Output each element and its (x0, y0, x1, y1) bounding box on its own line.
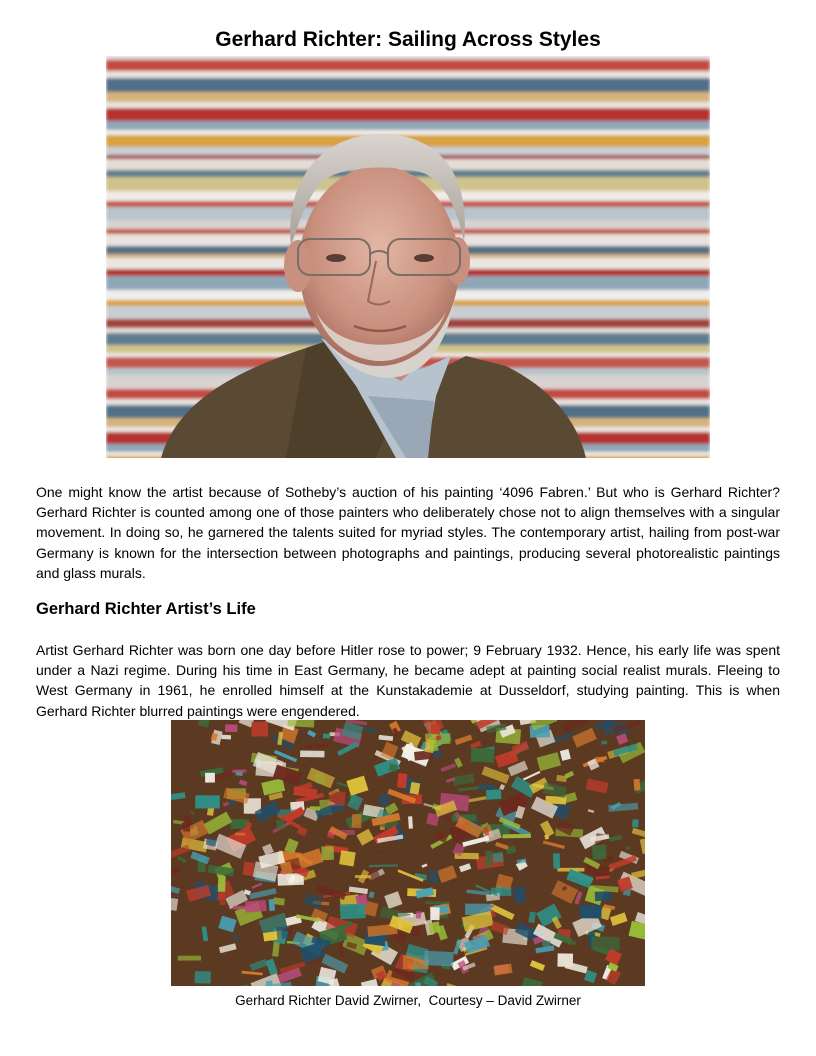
intro-paragraph: One might know the artist because of Sotheby’s auction of his painting ‘4096 Fabren.’ But who is Gerhard Richter? Gerhard Richter is counted among one of those painters who deliberately chose not to align themselves with a singular movement. In doing so, he garnered the talents suited for myriad styles. The contemporary artist, hailing from post-war Germany is known for the intersection between photographs and paintings, producing several photorealistic paintings and glass murals. (36, 484, 780, 581)
abstract-painting-image (171, 720, 645, 986)
image-caption: Gerhard Richter David Zwirner, Courtesy – David Zwirner (235, 993, 581, 1008)
life-paragraph: Artist Gerhard Richter was born one day before Hitler rose to power; 9 February 1932. Hence, his early life was spent under a Nazi regime. During his time in East Germany, he became adept at painting social realist murals. Fleeing to West Germany in 1961, he enrolled himself at the Kunstakademie at Dusseldorf, studying painting. This is when Gerhard Richter blurred paintings were engendered. (36, 642, 780, 719)
document-title: Gerhard Richter: Sailing Across Styles (215, 28, 601, 51)
section-heading: Gerhard Richter Artist’s Life (36, 600, 256, 618)
portrait-photo (106, 56, 710, 458)
